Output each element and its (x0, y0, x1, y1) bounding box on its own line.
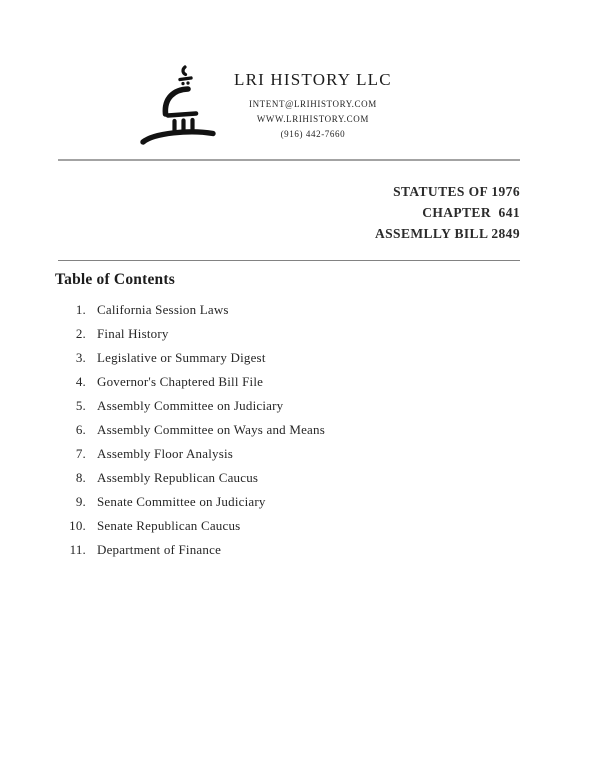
toc-title: Table of Contents (55, 271, 175, 288)
toc-item (55, 422, 515, 446)
toc-list (55, 302, 515, 566)
toc-item-number: 5. (75, 398, 86, 413)
toc-item-number: 10. (69, 518, 86, 533)
toc-item-label: Department of Finance (97, 542, 222, 557)
company-phone: (916) 442-7660 (280, 129, 346, 139)
toc-item (55, 470, 515, 494)
capitol-dome-logo-icon (138, 62, 218, 146)
chapter-line: CHAPTER 641 (422, 205, 520, 220)
company-website: WWW.LRIHISTORY.COM (256, 114, 369, 124)
letterhead-text (234, 70, 392, 142)
toc-item-label: Senate Committee on Judiciary (97, 494, 266, 509)
toc-item (55, 302, 515, 326)
toc-item-label: Assembly Committee on Judiciary (97, 398, 284, 413)
toc-item (55, 350, 515, 374)
toc-item-label: Legislative or Summary Digest (97, 350, 266, 365)
toc-item-number: 2. (75, 326, 86, 341)
toc-item (55, 326, 515, 350)
toc-item-number: 11. (69, 542, 86, 557)
toc-item-label: Assembly Republican Caucus (97, 470, 259, 485)
toc-item (55, 542, 515, 566)
toc-item (55, 494, 515, 518)
toc-item-label: Assembly Committee on Ways and Means (97, 422, 325, 437)
toc-item (55, 446, 515, 470)
toc-item-label: California Session Laws (97, 302, 229, 317)
toc-item-label: Governor's Chaptered Bill File (97, 374, 264, 389)
company-email: INTENT@LRIHISTORY.COM (248, 99, 377, 109)
toc-item-label: Final History (97, 326, 169, 341)
toc-item-label: Senate Republican Caucus (97, 518, 241, 533)
header-divider (58, 159, 520, 161)
toc-item (55, 374, 515, 398)
toc-item-number: 1. (75, 302, 86, 317)
toc-item-number: 4. (75, 374, 86, 389)
toc-item-number: 6. (75, 422, 86, 437)
toc-item-number: 3. (75, 350, 86, 365)
toc-item-number: 8. (75, 470, 86, 485)
toc-item (55, 518, 515, 542)
toc-item (55, 398, 515, 422)
case-info-block (375, 181, 520, 244)
letterhead (138, 62, 392, 146)
toc-item-number: 7. (75, 446, 86, 461)
bill-line: ASSEMLLY BILL 2849 (374, 226, 520, 241)
statutes-line: STATUTES OF 1976 (393, 184, 520, 199)
toc-item-label: Assembly Floor Analysis (97, 446, 234, 461)
toc-item-number: 9. (75, 494, 86, 509)
case-info-divider (58, 260, 520, 261)
company-name: LRI HISTORY LLC (234, 70, 392, 89)
